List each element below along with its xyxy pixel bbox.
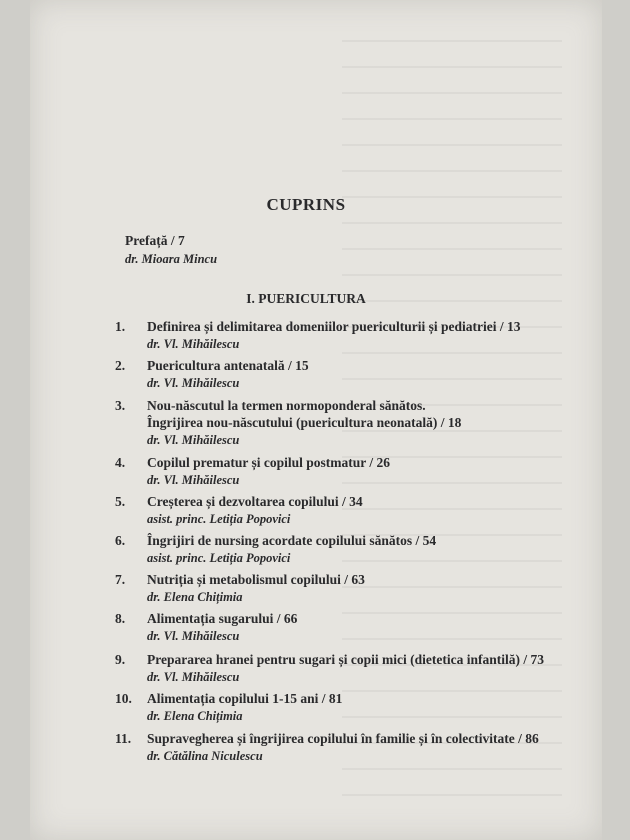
toc-entry-1	[115, 318, 585, 353]
toc-entry-3	[115, 397, 585, 449]
preface-entry	[125, 232, 217, 268]
entry-number: 4.	[115, 455, 126, 470]
entry-title: Prepararea hranei pentru sugari și copii mici (dietetica infantilă) / 73	[147, 652, 544, 667]
toc-entry-10	[115, 690, 585, 725]
entry-number: 2.	[115, 358, 126, 373]
toc-entry-8	[115, 610, 585, 645]
entry-number: 5.	[115, 494, 126, 509]
toc-entry-2	[115, 357, 585, 392]
entry-author: dr. Vl. Mihăilescu	[147, 629, 240, 643]
entry-title: Supravegherea și îngrijirea copilului în familie și în colectivitate / 86	[147, 731, 539, 746]
entry-author: dr. Elena Chițimia	[147, 590, 243, 604]
entry-author: dr. Cătălina Niculescu	[147, 749, 263, 763]
entry-author: dr. Vl. Mihăilescu	[147, 433, 240, 447]
preface-author: dr. Mioara Mincu	[125, 252, 218, 266]
entry-author: dr. Vl. Mihăilescu	[147, 337, 240, 351]
entry-title: Alimentația sugarului / 66	[147, 611, 298, 626]
entry-number: 1.	[115, 319, 126, 334]
entry-number: 6.	[115, 533, 126, 548]
entry-author: dr. Vl. Mihăilescu	[147, 670, 240, 684]
page-title: CUPRINS	[266, 195, 346, 214]
entry-author: dr. Vl. Mihăilescu	[147, 376, 240, 390]
entry-author: asist. princ. Letiția Popovici	[147, 512, 291, 526]
entry-title: Copilul prematur și copilul postmatur / 26	[147, 455, 391, 470]
preface-label: Prefață / 7	[125, 233, 185, 248]
entry-author: asist. princ. Letiția Popovici	[147, 551, 291, 565]
toc-entry-6	[115, 532, 585, 567]
entry-title: Definirea și delimitarea domeniilor puericulturii și pediatriei / 13	[147, 319, 521, 334]
toc-entry-5	[115, 493, 585, 528]
section-heading: I. PUERICULTURA	[246, 291, 366, 306]
entry-number: 3.	[115, 398, 126, 413]
entry-title: Nou-născutul la termen normoponderal sănătos.	[147, 398, 426, 413]
entry-title: Nutriția și metabolismul copilului / 63	[147, 572, 365, 587]
entry-title-line-2: Îngrijirea nou-născutului (puericultura neonatală) / 18	[147, 415, 462, 430]
entry-number: 7.	[115, 572, 126, 587]
entry-title: Alimentația copilului 1-15 ani / 81	[147, 691, 343, 706]
entry-number: 10.	[115, 691, 132, 706]
book-page	[30, 0, 602, 840]
entry-title: Îngrijiri de nursing acordate copilului sănătos / 54	[147, 533, 437, 548]
toc-entry-11	[115, 730, 585, 765]
entry-title: Creșterea și dezvoltarea copilului / 34	[147, 494, 363, 509]
toc-entry-9	[115, 651, 585, 686]
toc-entry-4	[115, 454, 585, 489]
entry-number: 8.	[115, 611, 126, 626]
entry-title: Puericultura antenatală / 15	[147, 358, 309, 373]
entry-number: 9.	[115, 652, 126, 667]
toc-entry-7	[115, 571, 585, 606]
entry-author: dr. Elena Chițimia	[147, 709, 243, 723]
entry-number: 11.	[115, 731, 132, 746]
entry-author: dr. Vl. Mihăilescu	[147, 473, 240, 487]
